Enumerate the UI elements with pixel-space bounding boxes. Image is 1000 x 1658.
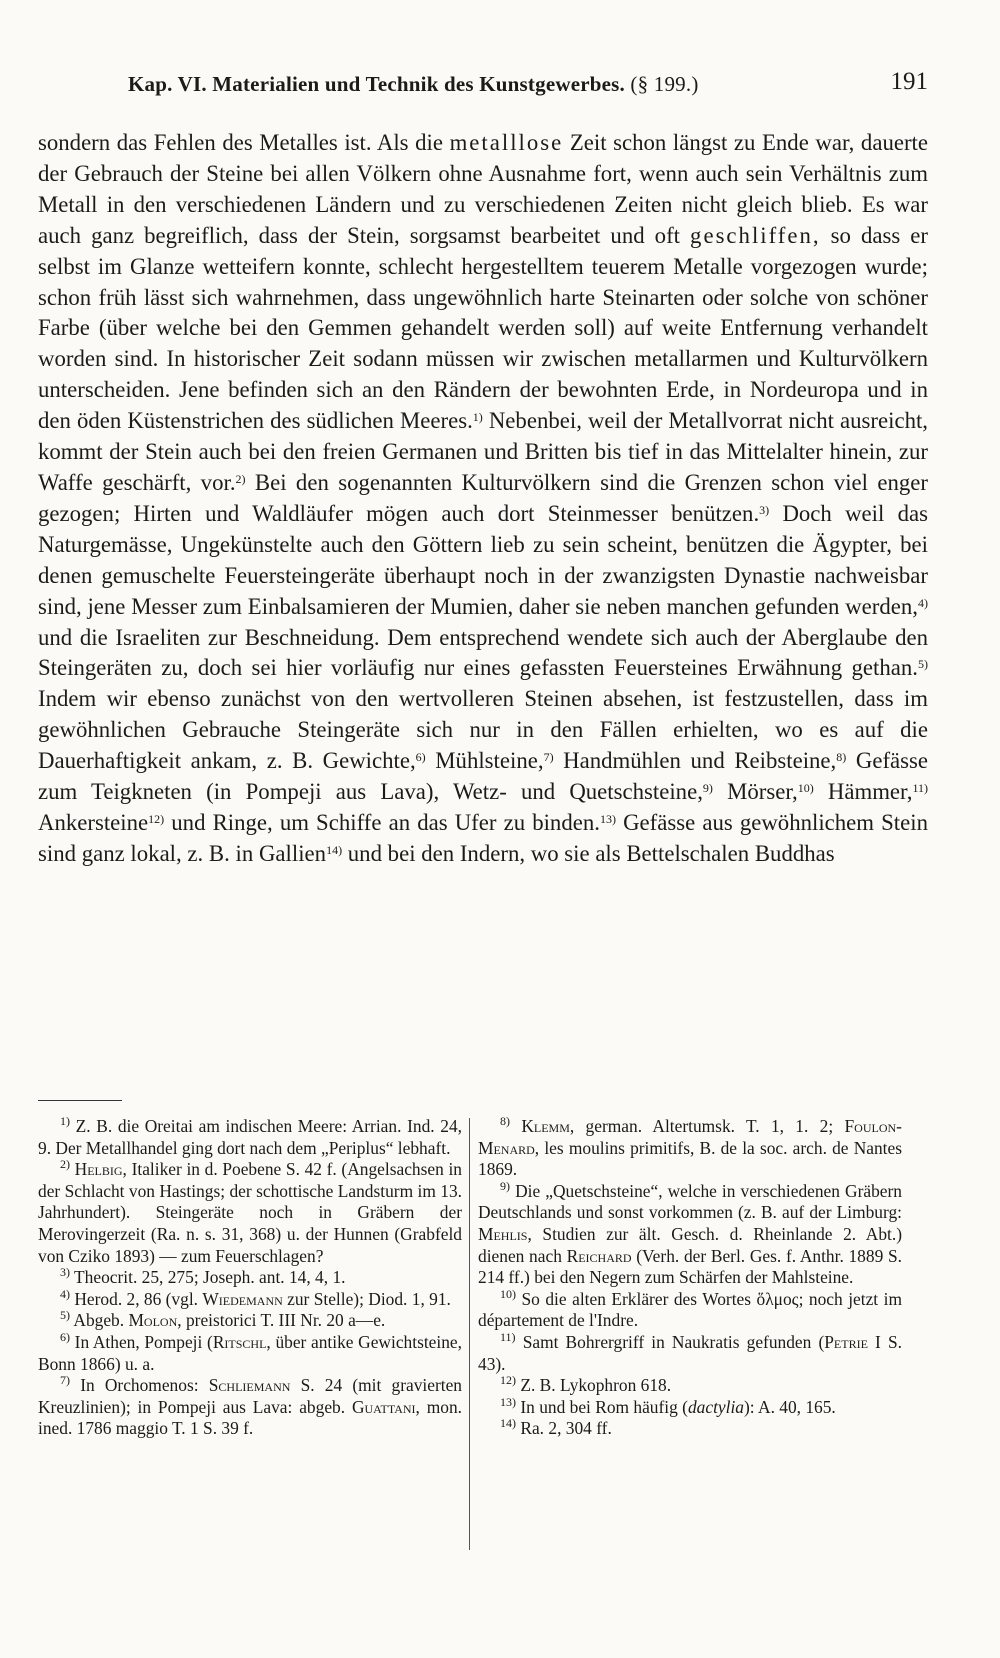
footnote-4: $^{4)}$ Herod. 2, 86 (vgl. Wiedemann zur Stelle); Diod. 1, 91. [60,1286,451,1309]
section-reference: (§ 199.) [630,72,699,96]
footnote-ref: 1) [472,410,483,425]
author-name: Klemm, [521,1116,575,1136]
running-head-title: Kap. VI. Materialien und Technik des Kunstgewerbes. [128,72,625,96]
footnote-column-left [38,1116,462,1440]
author-name: Helbig, [74,1159,127,1180]
author-name: Mehlis, [478,1223,532,1244]
italic-term: dactylia [687,1396,744,1417]
author-name: Ritschl, [212,1331,271,1352]
footnote-2: $^{2)}$ Helbig, Italiker in d. Poebene S. 42 f. (Angelsachsen in der Schlacht von Hastings; der schottische Landsturm im 13. Jahrhundert). Steingeräte noch in Gräbern der Merovingerzeit (Ra. n. s. 31, 368) u. der Hunnen (Grabfeld von Cziko 1893) — zum Feuerschlagen? [38,1157,462,1266]
main-text [38,128,928,870]
footnote-ref: 11) [912,781,928,796]
running-head [128,72,699,97]
author-name: Foulon-Menard, [478,1116,902,1158]
footnote-ref: 10) [797,781,814,796]
spaced-emphasis: metalllose [449,130,564,155]
footnote-8: $^{8)}$ Klemm, german. Altertumsk. T. 1, 1. 2; Foulon-Menard, les moulins primitifs, B. de la soc. arch. de Nantes 1869. [478,1114,902,1180]
author-name: Guattani, [351,1396,420,1417]
footnote-separator [38,1100,122,1101]
footnote-ref: 7) [543,750,554,765]
footnote-11: $^{11)}$ Samt Bohrergriff in Naukratis gefunden (Petrie I S. 43). [478,1329,902,1374]
footnote-ref: 9) [702,781,713,796]
author-name: Wiedemann [202,1288,283,1309]
footnote-10: $^{10)}$ So die alten Erklärer des Wortes ὅλμος; noch jetzt im département de l'Indre. [478,1286,902,1331]
footnote-ref: 12) [148,811,165,826]
footnote-ref: 4) [918,595,928,610]
footnote-13: $^{13)}$ In und bei Rom häufig (dactylia): A. 40, 165. [500,1394,836,1417]
footnote-ref: 5) [918,657,928,672]
body-paragraph: sondern das Fehlen des Metalles ist. Als die metalllose Zeit schon längst zu Ende war, dauerte der Gebrauch der Steine bei allen Völkern ohne Ausnahme fort, wenn auch sein Verhältnis zum Metall in den verschiedenen Ländern und zu verschiedenen Zeiten nicht gleich blieb. Es war auch ganz begreiflich, dass der Stein, sorgsamst bearbeitet und oft geschliffen, so dass er selbst im Glanze wetteifern konnte, schlecht hergestelltem teuerem Metalle vorgezogen wurde; schon früh lässt sich wahrnehmen, dass ungewöhnlich harte Steinarten oder solche von schöner Farbe (über welche bei den Gemmen gehandelt werden soll) auf weite Entfernung verhandelt worden sind. In historischer Zeit sodann müssen wir zwischen metallarmen und Kulturvölkern unterscheiden. Jene befinden sich an den Rändern der bewohnten Erde, in Nordeuropa und in den öden Küstenstrichen des südlichen Meeres.$^{1)}$ Nebenbei, weil der Metallvorrat nicht ausreicht, kommt der Stein auch bei den freien Germanen und Britten bis tief in das Mittelalter hinein, zur Waffe geschärft, vor.$^{2)}$ Bei den sogenannten Kulturvölkern sind die Grenzen schon viel enger gezogen; Hirten und Waldläufer mögen auch dort Steinmesser benützen.$^{3)}$ Doch weil das Naturgemässe, Ungekünstelte auch den Göttern lieb zu sein scheint, benützen die Ägypter, bei denen gemuschelte Feuersteingeräte überhaupt noch in der zwanzigsten Dynastie nachweisbar sind, jene Messer zum Einbalsamieren der Mumien, daher sie neben manchen gefunden werden,$^{4)}$ und die Israeliten zur Beschneidung. Dem entsprechend wendete sich auch der Aberglaube den Steingeräten zu, doch sei hier vorläufig nur eines gefassten Feuersteines Erwähnung gethan.$^{5)}$ Indem wir ebenso zunächst von den wertvolleren Steinen absehen, ist festzustellen, dass im gewöhnlichen Gebrauche Steingeräte sich nur in den Fällen erhielten, wo es auf die Dauerhaftigkeit ankam, z. B. Gewichte,$^{6)}$ Mühlsteine,$^{7)}$ Handmühlen und Reibsteine,$^{8)}$ Gefässe zum Teigkneten (in Pompeji aus Lava), Wetz- und Quetschsteine,$^{9)}$ Mörser,$^{10)}$ Hämmer,$^{11)}$ Ankersteine$^{12)}$ und Ringe, um Schiffe an das Ufer zu binden.$^{13)}$ Gefässe aus gewöhnlichem Stein sind ganz lokal, z. B. in Gallien$^{14)}$ und bei den Indern, wo sie als Bettelschalen Buddhas [38,130,929,866]
author-name: Petrie [824,1331,868,1352]
footnote-ref: 3) [759,502,770,517]
footnote-1: $^{1)}$ Z. B. die Oreitai am indischen Meere: Arrian. Ind. 24, 9. Der Metallhandel ging dort nach dem „Periplus“ lebhaft. [38,1114,462,1158]
footnote-6: $^{6)}$ In Athen, Pompeji (Ritschl, über antike Gewichtsteine, Bonn 1866) u. a. [38,1329,462,1374]
footnote-7: $^{7)}$ In Orchomenos: Schliemann S. 24 (mit gravierten Kreuzlinien); in Pompeji aus Lava: abgeb. Guattani, mon. ined. 1786 maggio T. 1 S. 39 f. [38,1373,462,1439]
footnote-9: $^{9)}$ Die „Quetschsteine“, welche in verschiedenen Gräbern Deutschlands und sonst vorkommen (z. B. auf der Limburg: Mehlis, Studien zur ält. Gesch. d. Rheinlande 2. Abt.) dienen nach Reichard (Verh. der Berl. Ges. f. Anthr. 1889 S. 214 ff.) bei den Negern zum Schärfen der Mahlsteine. [478,1178,902,1288]
footnote-ref: 6) [415,750,426,765]
footnote-3: $^{3)}$ Theocrit. 25, 275; Joseph. ant. 14, 4, 1. [60,1265,346,1288]
page-number: 191 [890,68,928,95]
author-name: Schliemann [208,1375,291,1396]
footnote-ref: 2) [235,471,246,486]
footnote-5: $^{5)}$ Abgeb. Molon, preistorici T. III Nr. 20 a—e. [60,1308,386,1331]
footnote-ref: 14) [326,842,343,857]
footnote-14: $^{14)}$ Ra. 2, 304 ff. [500,1416,612,1439]
footnote-column-right [478,1116,902,1440]
author-name: Molon, [128,1310,182,1331]
spaced-emphasis: geschliffen, [690,222,821,248]
footnote-ref: 13) [599,811,616,826]
author-name: Reichard [566,1245,632,1266]
footnote-column-divider [469,1118,470,1550]
footnote-12: $^{12)}$ Z. B. Lykophron 618. [500,1373,672,1396]
footnote-ref: 8) [836,750,847,765]
page-header [118,70,928,110]
